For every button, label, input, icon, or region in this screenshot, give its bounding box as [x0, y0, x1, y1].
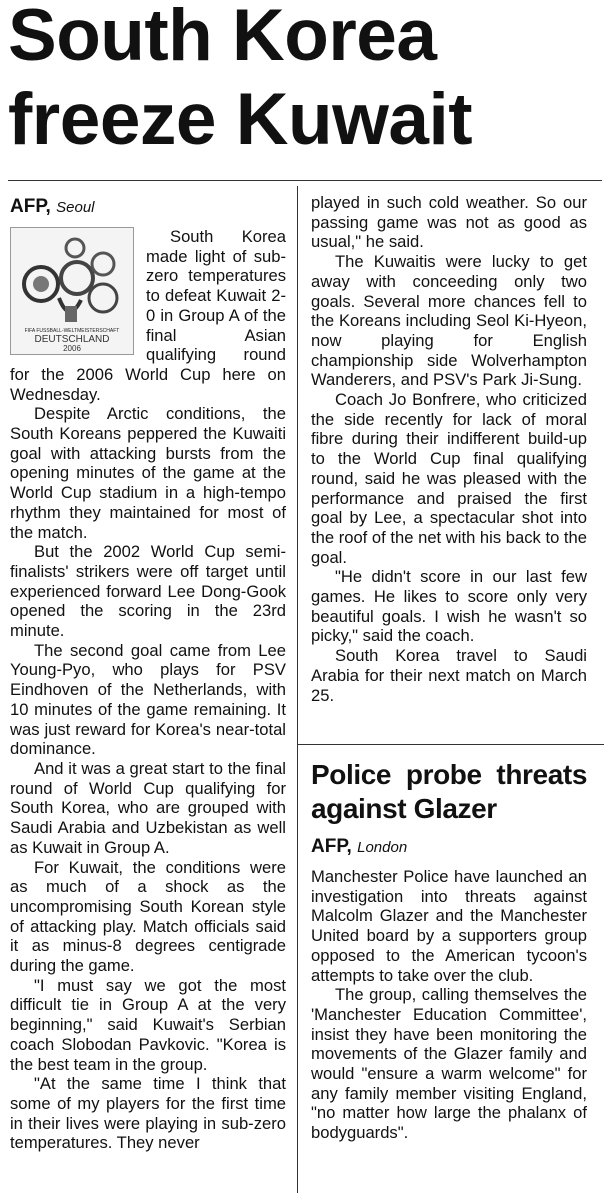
main-article-column-1 — [10, 196, 286, 1153]
column-divider-bottom — [297, 744, 298, 1193]
headline-rule — [8, 180, 602, 181]
main-paragraph: But the 2002 World Cup semi-finalists' strikers were off target until experienced forward Lee Dong-Gook opened the scoring in the 23rd minute. — [10, 542, 286, 641]
main-paragraph: The Kuwaitis were lucky to get away with conceeding only two goals. Several more chances fell to the Koreans including Seol Ki-Hyeon, now playing for English championship side Wolverhampton Wanderers, and PSV's Park Ji-Sung. — [311, 252, 587, 390]
main-location: Seoul — [56, 199, 95, 216]
main-paragraph: played in such cold weather. So our passing game was not as good as usual," he said. — [311, 193, 587, 252]
second-agency: AFP, — [311, 836, 352, 857]
main-paragraph: South Korea travel to Saudi Arabia for their next match on March 25. — [311, 646, 587, 705]
main-byline — [10, 196, 286, 219]
main-paragraph: Coach Jo Bonfrere, who criticized the side recently for lack of moral fibre during their indifferent build-up to the World Cup final qualifying round, said he was pleased with the performance and praised the first goal by Lee, a spectacular shot into the roof of the net with his back to the goal. — [311, 390, 587, 567]
main-paragraph: And it was a great start to the final round of World Cup qualifying for South Korea, who are grouped with Saudi Arabia and Uzbekistan as well as Kuwait in Group A. — [10, 758, 286, 857]
second-paragraph: The group, calling themselves the 'Manchester Education Committee', insist they have been monitoring the movements of the Glazer family and would "ensure a warm welcome" for any family member visiting England, "no matter how large the phalanx of bodyguards". — [311, 985, 587, 1143]
logo-caption-year: 2006 — [63, 344, 81, 353]
main-paragraph: Despite Arctic conditions, the South Koreans peppered the Kuwaiti goal with attacking bursts from the opening minutes of the game at the World Cup stadium in a high-tempo rhythm they maintained for most of the match. — [10, 404, 286, 542]
main-paragraph: The second goal came from Lee Young-Pyo, who plays for PSV Eindhoven of the Netherlands, with 10 minutes of the game remaining. It was just reward for Korea's near-total dominance. — [10, 640, 286, 759]
main-paragraph: "I must say we got the most difficult tie in Group A at the very beginning," said Kuwait's Serbian coach Slobodan Pavkovic. "Korea is the best team in the group. — [10, 975, 286, 1074]
article-separator — [298, 744, 604, 745]
main-paragraph: South Korea made light of sub-zero temperatures to defeat Kuwait 2-0 in Group A of the final Asian qualifying round for the 2006 World Cup here on Wednesday. — [10, 227, 286, 404]
world-cup-2006-logo-icon — [10, 227, 134, 355]
column-divider-top — [297, 186, 298, 744]
logo-caption-small: FIFA FUSSBALL-WELTMEISTERSCHAFT — [24, 328, 120, 334]
logo-caption-country: DEUTSCHLAND — [34, 334, 110, 345]
main-paragraph: "He didn't score in our last few games. He likes to score only very beautiful goals. I wish he wasn't so picky," said the coach. — [311, 567, 587, 646]
main-article-column-2 — [311, 193, 587, 705]
second-paragraph: Manchester Police have launched an investigation into threats against Malcolm Glazer and the Manchester United board by a supporters group opposed to the American tycoon's attempts to take over the club. — [311, 867, 587, 985]
main-paragraph: For Kuwait, the conditions were as much of a shock as the uncompromising South Korean style of attacking play. Match officials said it as minus-8 degrees centigrade during the game. — [10, 857, 286, 976]
main-paragraph: "At the same time I think that some of my players for the first time in their lives were playing in sub-zero temperatures. They never — [10, 1074, 286, 1153]
second-headline: Police probe threats against Glazer — [311, 759, 587, 824]
main-agency: AFP, — [10, 196, 51, 217]
main-headline: South Korea freeze Kuwait — [8, 0, 473, 160]
second-location: London — [357, 839, 408, 856]
second-byline — [311, 836, 587, 859]
second-article-column — [311, 758, 587, 1143]
